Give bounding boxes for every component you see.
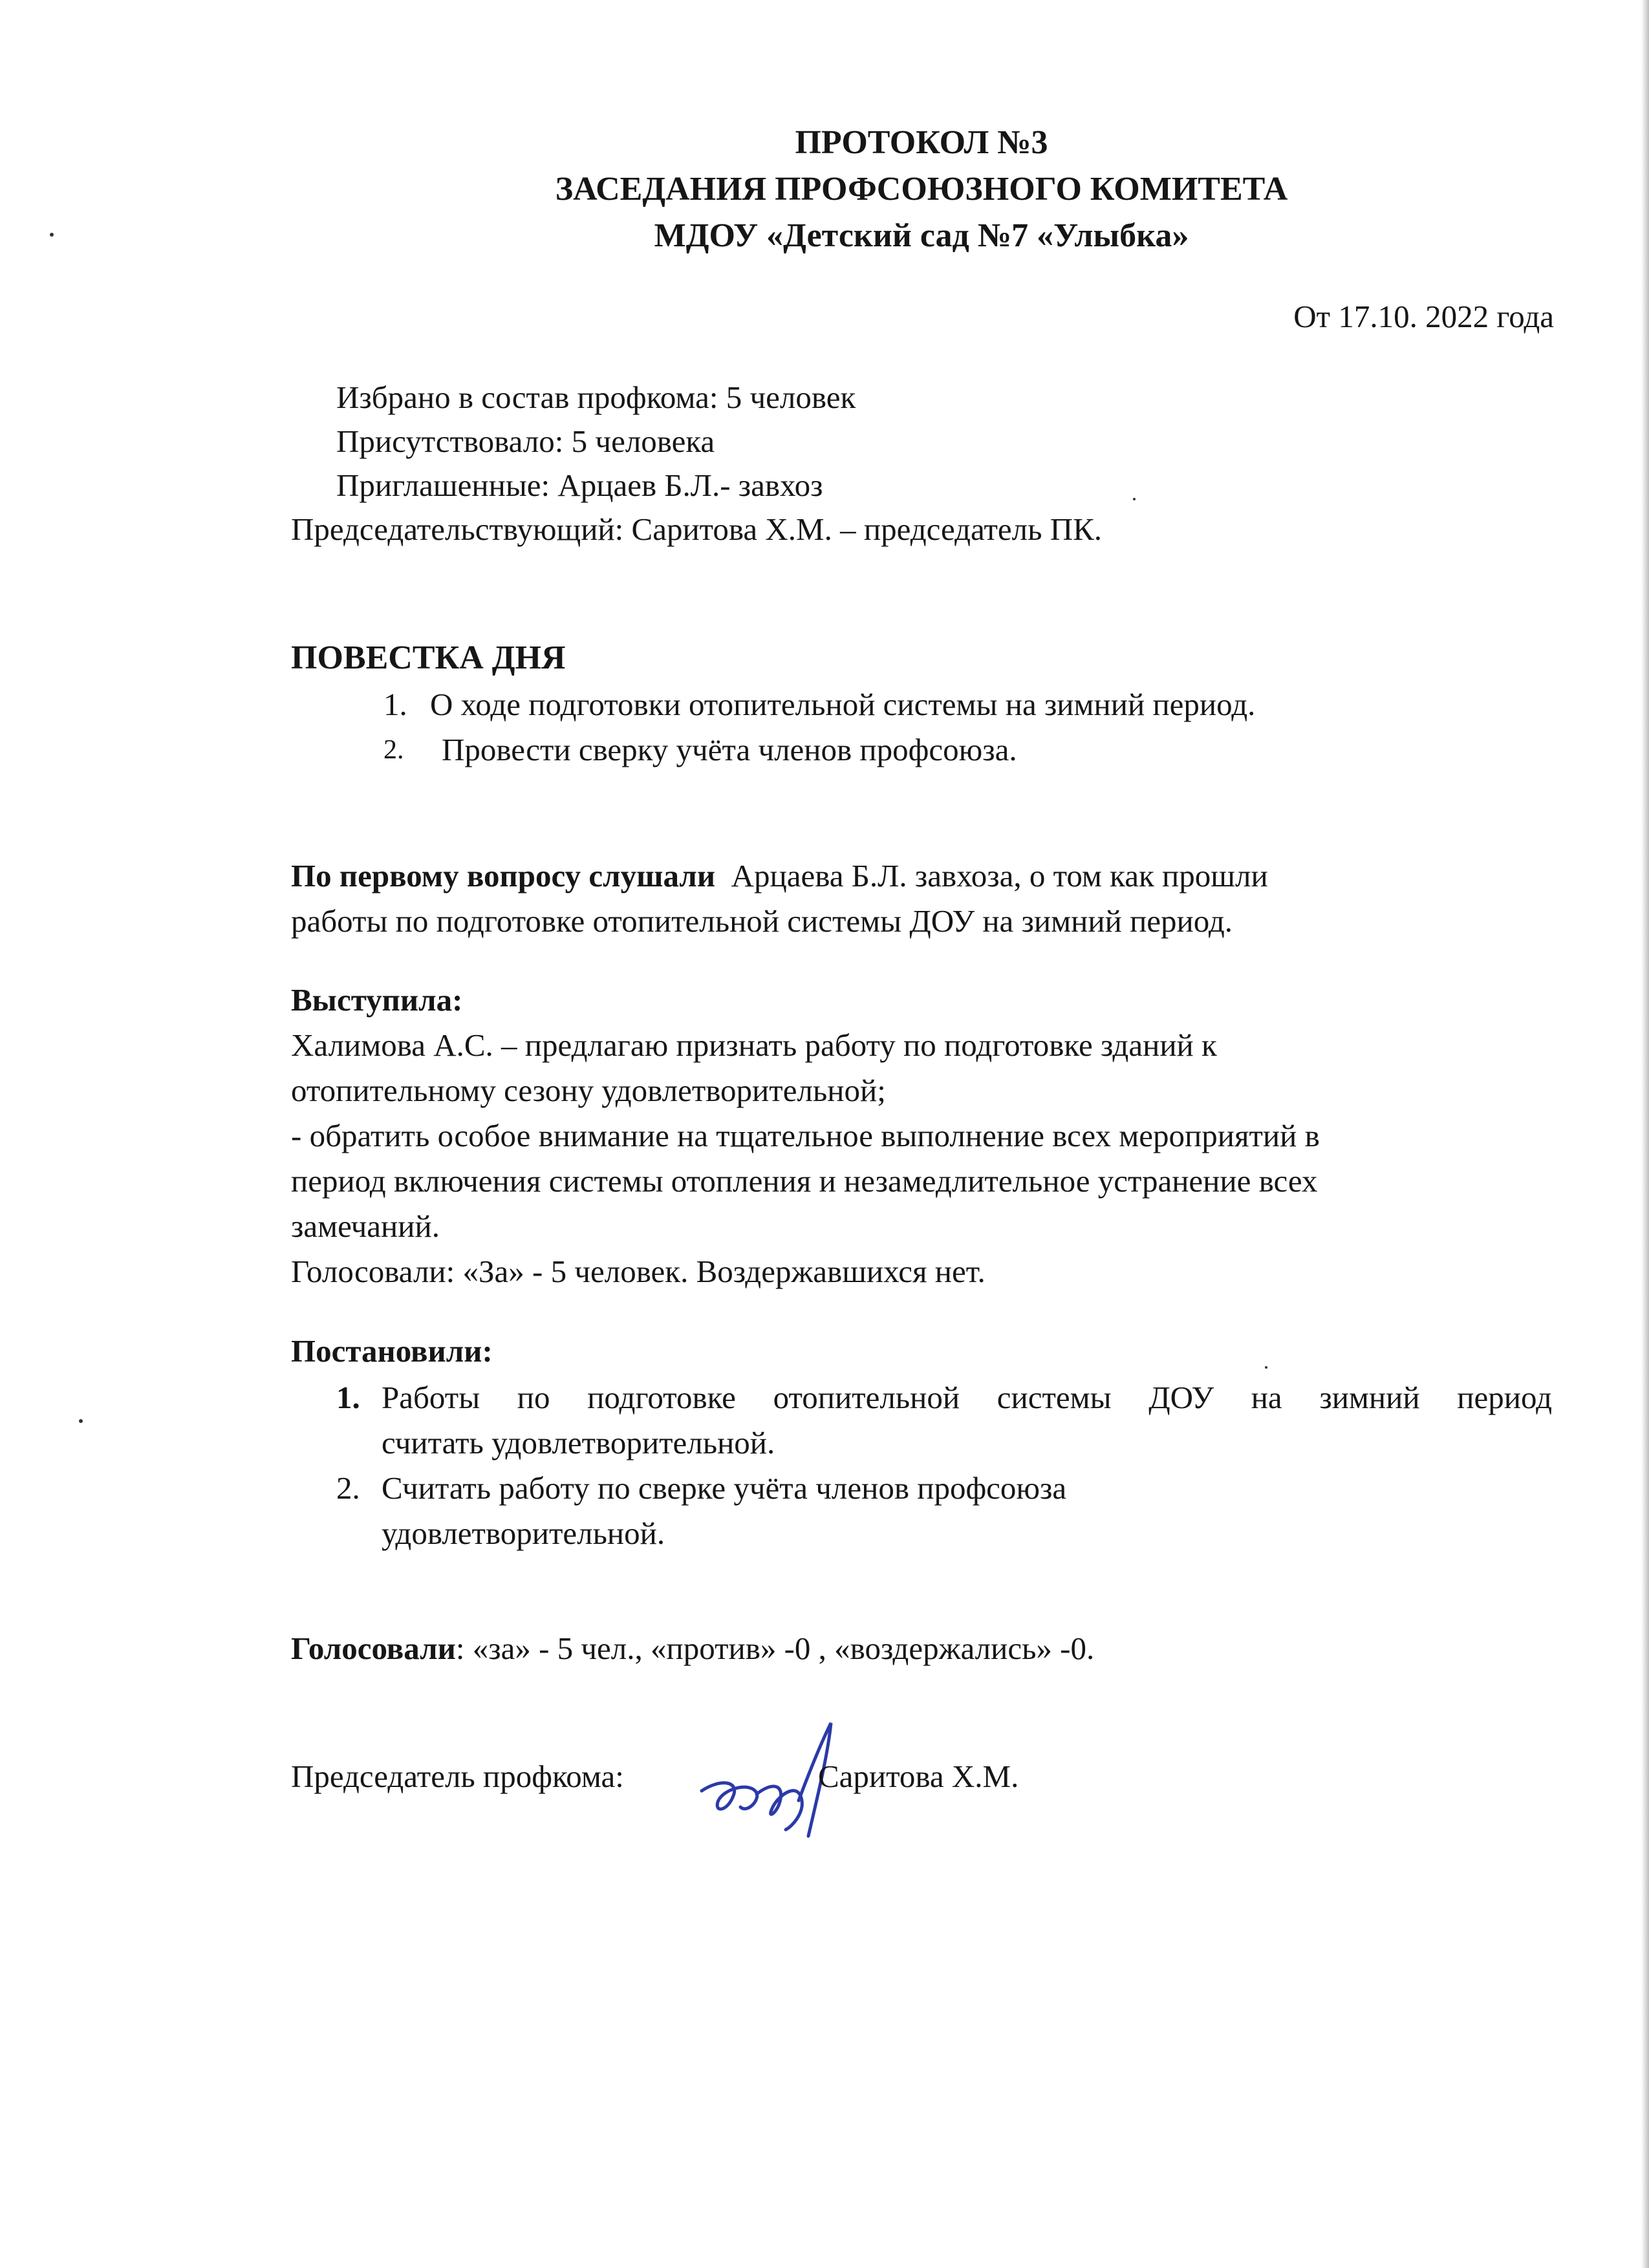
agenda-item-number: 1. — [383, 687, 407, 722]
protocol-title: ПРОТОКОЛ №3 — [795, 124, 1048, 161]
agenda-item-number: 2. — [383, 735, 404, 765]
resolution-item-text: удовлетворительной. — [382, 1515, 665, 1551]
agenda-title: ПОВЕСТКА ДНЯ — [291, 639, 566, 676]
invited-list: Приглашенные: Арцаев Б.Л.- завхоз — [336, 467, 823, 503]
resolution-item-number: 1. — [336, 1380, 360, 1415]
page-edge — [1641, 0, 1649, 2268]
scan-speck — [1133, 498, 1136, 500]
final-vote — [291, 1626, 1094, 1671]
speech-line: - обратить особое внимание на тщательное выполнение всех мероприятий в — [291, 1118, 1320, 1153]
resolution-title: Постановили: — [291, 1333, 493, 1369]
scan-speck — [79, 1419, 83, 1423]
document-header — [0, 120, 1649, 259]
meeting-title: ЗАСЕДАНИЯ ПРОФСОЮЗНОГО КОМИТЕТА — [555, 171, 1288, 208]
first-question-speaker: Арцаева Б.Л. завхоза, о том как прошли — [715, 858, 1268, 893]
chairperson: Председательствующий: Саритова Х.М. – председатель ПК. — [291, 511, 1103, 547]
signature-role: Председатель профкома: — [291, 1759, 624, 1794]
present-count: Присутствовало: 5 человека — [336, 423, 715, 459]
final-vote-result: : «за» - 5 чел., «против» -0 , «воздержались» -0. — [455, 1631, 1095, 1666]
signature-name: Саритова Х.М. — [818, 1759, 1019, 1794]
scan-speck — [1265, 1366, 1267, 1369]
protocol-date: От 17.10. 2022 года — [1293, 299, 1554, 334]
speech-title: Выступила: — [291, 982, 463, 1018]
agenda-item-text: О ходе подготовки отопительной системы на зимний период. — [430, 687, 1256, 722]
resolution-item-number: 2. — [336, 1470, 360, 1506]
resolution-item-text: Работы по подготовке отопительной системы ДОУ на зимний период — [382, 1380, 1552, 1415]
speech-vote-line: Голосовали: «За» - 5 человек. Воздержавшихся нет. — [291, 1254, 986, 1289]
first-question-line1 — [291, 853, 1268, 899]
speech-line: замечаний. — [291, 1208, 440, 1244]
speech-line: отопительному сезону удовлетворительной; — [291, 1073, 886, 1108]
organization-name: МДОУ «Детский сад №7 «Улыбка» — [654, 217, 1189, 254]
first-question-line2: работы по подготовке отопительной системы ДОУ на зимний период. — [291, 903, 1233, 939]
agenda-item-text: Провести сверку учёта членов профсоюза. — [442, 732, 1017, 767]
speech-line: Халимова А.С. – предлагаю признать работу по подготовке зданий к — [291, 1027, 1217, 1063]
resolution-item-text: Считать работу по сверке учёта членов профсоюза — [382, 1470, 1067, 1506]
first-question-lead: По первому вопросу слушали — [291, 858, 716, 893]
resolution-item-text: считать удовлетворительной. — [382, 1425, 775, 1460]
speech-line: период включения системы отопления и незамедлительное устранение всех — [291, 1163, 1318, 1199]
final-vote-label: Голосовали — [291, 1631, 456, 1666]
elected-count: Избрано в состав профкома: 5 человек — [336, 380, 856, 415]
